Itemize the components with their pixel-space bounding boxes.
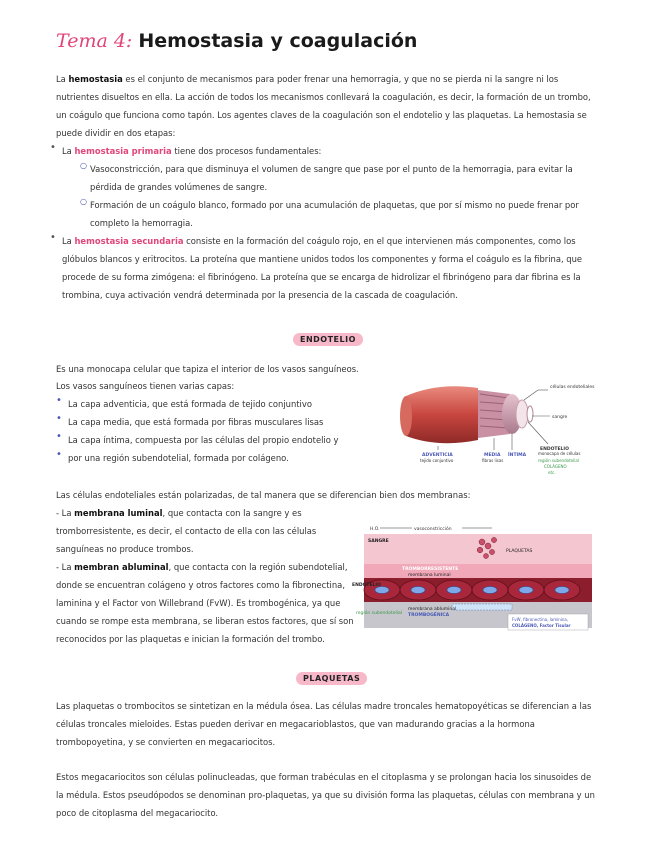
plaquetas-p1: Las plaquetas o trombocitos se sintetizan en la médula ósea. Las células madre troncales hematopoyéticas se diferencian a las células troncales mieloides. Estas pueden derivar en megacarioblastos, que van madurando gracias a la hormona trombopoyetina, y se convierten en megacariocitos.	[56, 701, 592, 747]
membranes-figure	[352, 524, 596, 640]
fig2-vaso: vasoconstricción	[414, 527, 452, 532]
vessel-end	[400, 396, 412, 436]
bullet-icon: •	[56, 431, 62, 442]
label-endotelio: ENDOTELIO	[540, 447, 569, 452]
bullet-icon: •	[56, 413, 62, 424]
endotelio-p3: Las células endoteliales están polarizadas, de tal manera que se diferencian bien dos membranas:	[56, 490, 471, 500]
layer-media: La capa media, que está formada por fibras musculares lisas	[68, 417, 324, 427]
label-endotelio-sub: monocapa de células	[538, 451, 581, 456]
bullet-icon: •	[56, 395, 62, 406]
bullet-icon: •	[56, 449, 62, 460]
label-intima: ÍNTIMA	[508, 453, 527, 458]
term-luminal: membrana luminal	[74, 508, 163, 518]
fig2-plaquetas: PLAQUETAS	[506, 549, 533, 554]
tema-label: Tema 4:	[56, 30, 133, 52]
fig2-luminal: membrana luminal	[408, 573, 451, 578]
label-colageno: COLÁGENO	[544, 464, 567, 469]
label-etc: etc.	[548, 470, 556, 475]
endotelio-badge: ENDOTELIO	[293, 333, 363, 346]
term-primaria: hemostasia primaria	[74, 146, 172, 156]
intro-paragraph: La hemostasia es el conjunto de mecanismos para poder frenar una hemorragia, y que no se pierda ni la sangre ni los nutrientes disueltos en ella. La acción de todos los mecanismos conllevará la coagulación, es decir, la formación de un trombo, un coágulo que funciona como tapón. Los agentes claves de la coagulación son el endotelio y las plaquetas. La hemostasia se puede dividir en dos etapas:	[56, 74, 591, 138]
bullet-icon: •	[50, 142, 56, 153]
fig2-endotelio: ENDOTELIO	[352, 583, 381, 588]
sub-bullet-icon: ○	[80, 197, 87, 206]
bullet-icon: •	[50, 232, 56, 243]
leader-line	[524, 390, 538, 400]
term-hemostasia: hemostasia	[68, 74, 123, 84]
page-title	[56, 30, 417, 52]
label-adventicia: ADVENTICIA	[422, 453, 453, 458]
layer-adventicia: La capa adventicia, que está formada de tejido conjuntivo	[68, 399, 312, 409]
fig2-fvw: FvW, fibronectina, laminina,	[512, 617, 569, 622]
title-text: Hemostasia y coagulación	[138, 30, 418, 52]
primaria-sub-1: Vasoconstricción, para que disminuya el volumen de sangre que pase por el punto de la hemorragia, para evitar la pérdida de grandes volúmenes de sangre.	[90, 164, 573, 192]
layer-intima: La capa íntima, compuesta por las células del propio endotelio y	[68, 435, 339, 445]
fig2-ho: H.O.	[370, 527, 380, 532]
plaquetas-p2: Estos megacariocitos son células polinucleadas, que forman trabéculas en el citoplasma y se prolongan hacia los sinusoides de la médula. Estos pseudópodos se denominan pro-plaquetas, ya que su división forma las plaquetas, células con membrana y un poco de citoplasma del megacariocito.	[56, 772, 595, 818]
endotelio-p1: Es una monocapa celular que tapiza el interior de los vasos sanguíneos.	[56, 364, 359, 374]
secundaria-paragraph: La hemostasia secundaria consiste en la formación del coágulo rojo, en el que intervienen más componentes, como los glóbulos blancos y eritrocitos. La proteína que mantiene unidos todos los componentes y forma el coágulo es la fibrina, que procede de su forma zimógena: el fibrinógeno. La proteína que se encarga de hidrolizar el fibrinógeno para dar fibrina es la trombina, cuya activación vendrá determinada por la presencia de la cascada de coagulación.	[62, 236, 583, 300]
primaria-paragraph: La hemostasia primaria tiene dos procesos fundamentales:	[62, 146, 322, 156]
fig2-tromboresistente: TROMBORRESISTENTE	[402, 567, 459, 572]
lumen	[516, 400, 528, 428]
fig2-colageno: COLÁGENO, Factor Tisular	[512, 623, 571, 628]
luminal-paragraph: - La membrana luminal, que contacta con la sangre y es tromborresistente, es decir, el contacto de ella con las células sanguíneas no produce trombos.	[56, 508, 317, 554]
label-subendo: región subendotelial	[538, 458, 579, 463]
fig2-trombogenica: TROMBOGÉNICA	[408, 613, 450, 618]
label-media-sub: fibras lisas	[482, 458, 504, 463]
luminal-band	[364, 564, 592, 578]
endotelio-p2: Los vasos sanguíneos tienen varias capas:	[56, 381, 235, 391]
primaria-sub-2: Formación de un coágulo blanco, formado por una acumulación de plaquetas, que por sí mismo no puede frenar por completo la hemorragia.	[90, 200, 579, 228]
term-secundaria: hemostasia secundaria	[74, 236, 184, 246]
fig2-sangre: SANGRE	[368, 539, 389, 544]
layer-subendotelial: por una región subendotelial, formada por colágeno.	[68, 453, 289, 463]
vessel-layers-figure	[398, 378, 598, 478]
fig2-region: región subendotelial	[356, 611, 402, 616]
sub-bullet-icon: ○	[80, 161, 87, 170]
abluminal-paragraph: - La membran abluminal, que contacta con la región subendotelial, donde se encuentran colágeno y otros factores como la fibronectina, laminina y el Factor von Willebrand (FvW). Es trombogénica, ya que cuando se rompe esta membrana, se liberan estos factores, que sí son reconocidos por las plaquetas e inician la formación del trombo.	[56, 562, 354, 644]
label-adventicia-sub: tejido conjuntivo	[420, 458, 454, 463]
adventicia-layer	[406, 386, 478, 443]
collagen-fiber	[452, 604, 512, 610]
label-sangre: sangre	[552, 415, 568, 420]
plaquetas-badge: PLAQUETAS	[296, 672, 367, 685]
leader-line	[528, 422, 548, 444]
fig2-abluminal: membrana abluminal	[408, 607, 457, 612]
inner-lumen	[527, 406, 533, 422]
label-media: MEDIA	[484, 453, 501, 458]
term-abluminal: membran abluminal	[74, 562, 169, 572]
label-celulas: células endoteliales	[550, 385, 595, 390]
